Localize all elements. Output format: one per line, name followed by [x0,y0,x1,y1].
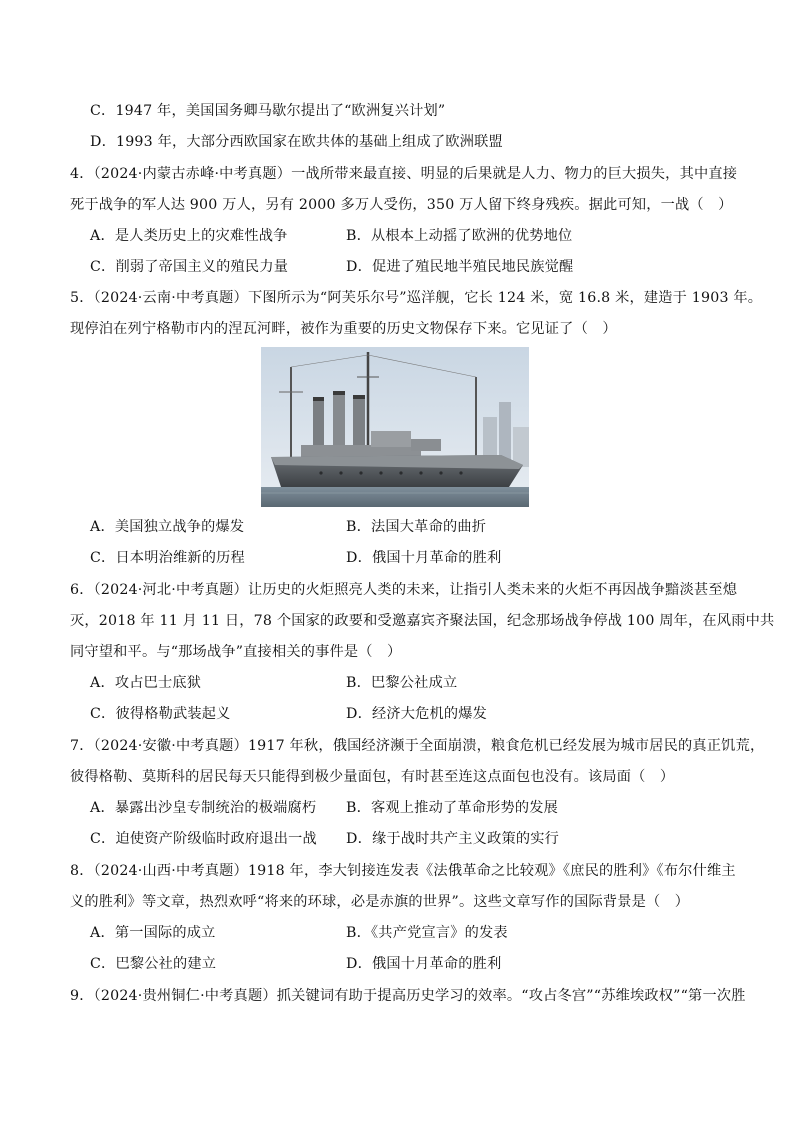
q4-option-b: B．从根本上动摇了欧洲的优势地位 [346,228,573,244]
q4-option-c: C．削弱了帝国主义的殖民力量 [90,259,289,275]
q4-option-d: D．促进了殖民地半殖民地民族觉醒 [346,259,574,275]
q4-stem-line1: 4．（2024·内蒙古赤峰·中考真题）一战所带来最直接、明显的后果就是人力、物力的巨大损失，其中直接 [70,166,738,182]
q5-stem-line2: 现停泊在列宁格勒市内的涅瓦河畔，被作为重要的历史文物保存下来。它见证了（ ） [70,321,617,337]
q3-option-d: D．1993 年，大部分西欧国家在欧共体的基础上组成了欧洲联盟 [90,134,503,150]
q6-stem-line1: 6．（2024·河北·中考真题）让历史的火炬照亮人类的未来，让指引人类未来的火炬不再因战争黯淡甚至熄 [70,582,738,598]
q8-stem-line1: 8．（2024·山西·中考真题）1918 年，李大钊接连发表《法俄革命之比较观》《庶民的胜利》《布尔什维主 [70,863,736,879]
q6-option-b: B．巴黎公社成立 [346,675,458,691]
q5-option-b: B．法国大革命的曲折 [346,519,487,535]
q7-option-c: C．迫使资产阶级临时政府退出一战 [90,831,317,847]
q7-stem-line1: 7．（2024·安徽·中考真题）1917 年秋，俄国经济濒于全面崩溃，粮食危机已经发展为城市居民的真正饥荒， [70,738,765,754]
q6-option-c: C．彼得格勒武装起义 [90,706,231,722]
q8-option-d: D．俄国十月革命的胜利 [346,956,502,972]
q6-option-a: A．攻占巴士底狱 [90,675,202,691]
q5-stem-line1: 5．（2024·云南·中考真题）下图所示为“阿芙乐尔号”巡洋舰，它长 124 米，宽 16.8 米，建造于 1903 年。 [70,290,763,306]
q5-option-a: A．美国独立战争的爆发 [90,519,245,535]
q7-option-d: D．缘于战时共产主义政策的实行 [346,831,560,847]
q8-stem-line2: 义的胜利》等文章，热烈欢呼“将来的环球，必是赤旗的世界”。这些文章写作的国际背景是（ ） [70,894,690,910]
q3-option-c: C．1947 年，美国国务卿马歇尔提出了“欧洲复兴计划” [90,103,446,119]
q8-option-c: C．巴黎公社的建立 [90,956,217,972]
q6-option-d: D．经济大危机的爆发 [346,706,488,722]
q6-stem-line2: 灭，2018 年 11 月 11 日，78 个国家的政要和受邀嘉宾齐聚法国，纪念那场战争停战 100 周年，在风雨中共 [70,613,775,629]
q8-option-a: A．第一国际的成立 [90,925,216,941]
q9-stem-line1: 9．（2024·贵州铜仁·中考真题）抓关键词有助于提高历史学习的效率。“攻占冬宫”“苏维埃政权”“第一次胜 [70,988,746,1004]
q5-option-c: C．日本明治维新的历程 [90,550,245,566]
q5-option-d: D．俄国十月革命的胜利 [346,550,502,566]
q7-stem-line2: 彼得格勒、莫斯科的居民每天只能得到极少量面包，有时甚至连这点面包也没有。该局面（ ） [70,769,675,785]
q6-stem-line3: 同守望和平。与“那场战争”直接相关的事件是（ ） [70,644,402,660]
q8-option-b: B．《共产党宣言》的发表 [346,925,508,941]
q7-option-a: A．暴露出沙皇专制统治的极端腐朽 [90,800,317,816]
aurora-cruiser-photo [261,347,529,507]
q4-stem-line2: 死于战争的军人达 900 万人，另有 2000 多万人受伤，350 万人留下终身残疾。据此可知，一战（ ） [70,197,733,213]
q4-option-a: A．是人类历史上的灾难性战争 [90,228,288,244]
q7-option-b: B．客观上推动了革命形势的发展 [346,800,559,816]
